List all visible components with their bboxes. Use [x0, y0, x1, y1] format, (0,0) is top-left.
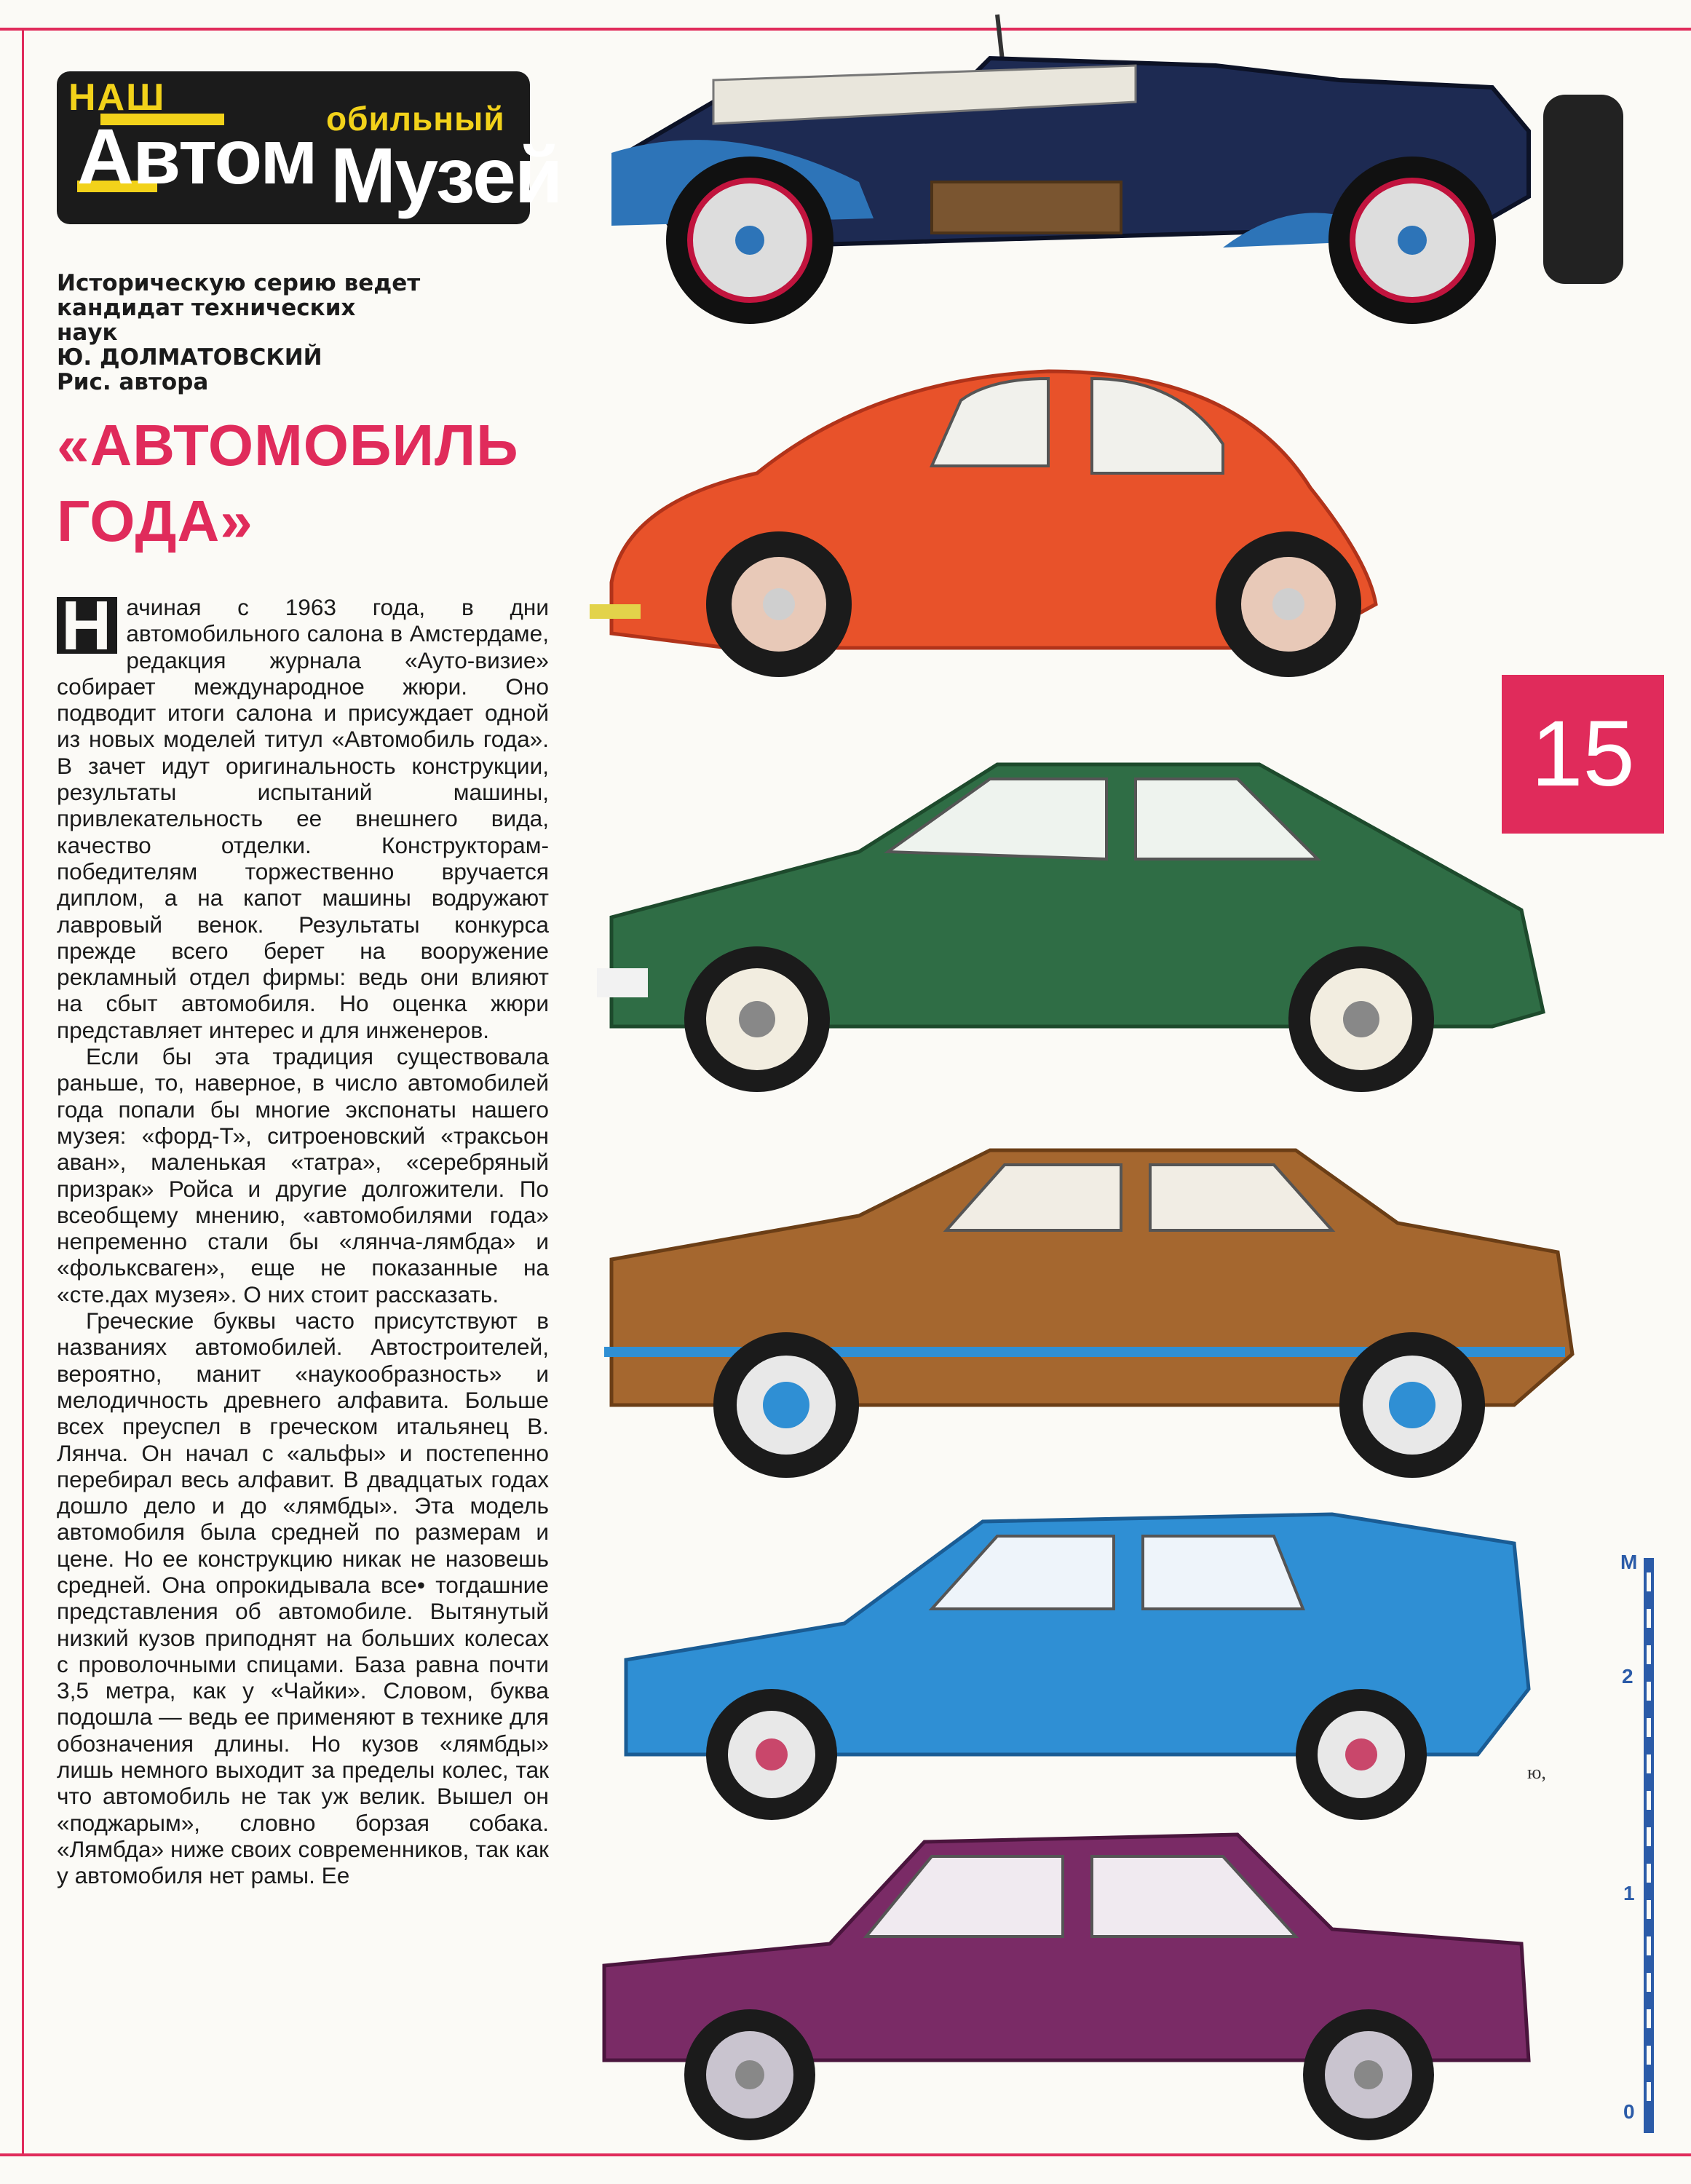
- scale-mark-2: 2: [1622, 1665, 1633, 1688]
- logo-word-obilny: обильный: [326, 100, 505, 138]
- wheel: [706, 1689, 837, 1820]
- wheel: [684, 946, 830, 1092]
- logo-word-avtom: Автом: [77, 112, 317, 200]
- paragraph-text: ачиная с 1963 года, в дни автомобильного салона в Амстердаме, редакция журнала «Ауто-визие» собирает международное жюри. Оно подводит итоги салона и присуждает одной из новых моделей титул «Автомобиль года». В зачет идут оригинальность конструкции, результаты испытаний машины, привлекательность ее внешнего вида, качество отделки. Конструкторам-победителям торжественно вручается диплом, а на капот машины водружают лавровый венок. Результаты конкурса прежде всего берет на вооружение рекламный отдел фирмы: ведь они влияют на сбыт автомобиля. Но оценка жюри представляет интерес и для инженеров.: [57, 594, 549, 1043]
- scale-mark-0: 0: [1623, 2100, 1635, 2123]
- wheel: [706, 531, 852, 677]
- wheel: [684, 2009, 815, 2140]
- wheel: [1328, 157, 1496, 324]
- logo-word-nash: НАШ: [68, 76, 166, 119]
- author-name: Ю. ДОЛМАТОВСКИЙ: [57, 344, 322, 371]
- wheel: [1216, 531, 1361, 677]
- museum-logo: [57, 71, 562, 224]
- scale-bar: [1644, 1558, 1654, 2133]
- car-illustration-nsu-ro80: [597, 1136, 1616, 1478]
- series-credits: [57, 271, 494, 395]
- car-illustration-fiat-124: [597, 1820, 1551, 2155]
- car-illustration-lancia-lambda: [582, 7, 1674, 349]
- stray-print-mark: ю,: [1527, 1762, 1546, 1783]
- car-illustration-volkswagen: [582, 342, 1543, 684]
- article-headline: [57, 408, 523, 559]
- logo-word-muzei: Музей: [330, 131, 562, 219]
- headline-line: «АВТОМОБИЛЬ: [57, 413, 519, 478]
- credit-line: наук: [57, 320, 118, 346]
- wheel: [1339, 1332, 1485, 1478]
- credit-line: Историческую серию ведет: [57, 270, 421, 296]
- car-illustration-citroen-gs: [604, 1500, 1551, 1835]
- wheel: [1288, 946, 1434, 1092]
- paragraph: Греческие буквы часто присутствуют в названиях автомобилей. Автостроителей, вероятно, манит «наукообразность» и мелодичность древнего алфавита. Больше всех преуспел в греческом итальянец В. Лянча. Он начал с «альфы» и постепенно перебирал весь алфавит. В двадцатых годах дошло дело и до «лямбды». Эта модель автомобиля была средней по размерам и цене. Но ее конструкцию никак не назовешь средней. Она опрокидывала все• тогдашние представления об автомобиле. Вытянутый низкий кузов приподнят на больших колесах с проволочными спицами. База равна почти 3,5 метра, как у «Чайки». Словом, буква подошла — ведь ее применяют в технике для обозначения длины. Но кузов «лямбды» лишь немного выходит за пределы колес, так что автомобиль не так уж велик. Вышел он «поджарым», словно борзая собака. «Лямбда» ниже своих современников, так как у автомобиля нет рамы. Ее: [57, 1307, 549, 1889]
- article-body: [57, 587, 549, 2145]
- illustration-credit: Рис. автора: [57, 369, 209, 395]
- page-number-badge: 15: [1502, 675, 1664, 834]
- wheel: [1296, 1689, 1427, 1820]
- wheel: [713, 1332, 859, 1478]
- car-illustration-renault-16: [582, 750, 1565, 1092]
- wheel: [666, 157, 833, 324]
- paragraph: Если бы эта традиция существовала раньше, то, наверное, в число автомобилей года попали бы многие экспонаты нашего музея: «форд-Т», ситроеновский «траксьон аван», маленькая «татра», «серебряный призрак» Ройса и другие долгожители. По всеобщему мнению, «автомобилями года» непременно стали бы «лянча-лямбда» и «фольксваген», еще не показанные на «сте.дах музея». О них стоит рассказать.: [57, 1043, 549, 1307]
- paragraph: [57, 587, 549, 1043]
- scale-unit-label: М: [1620, 1551, 1638, 1573]
- wheel: [1303, 2009, 1434, 2140]
- page-border-left: [22, 28, 24, 2156]
- headline-line: ГОДА»: [57, 488, 253, 553]
- credit-line: кандидат технических: [57, 295, 356, 321]
- scale-mark-1: 1: [1623, 1882, 1635, 1904]
- drop-cap: Н: [57, 597, 117, 654]
